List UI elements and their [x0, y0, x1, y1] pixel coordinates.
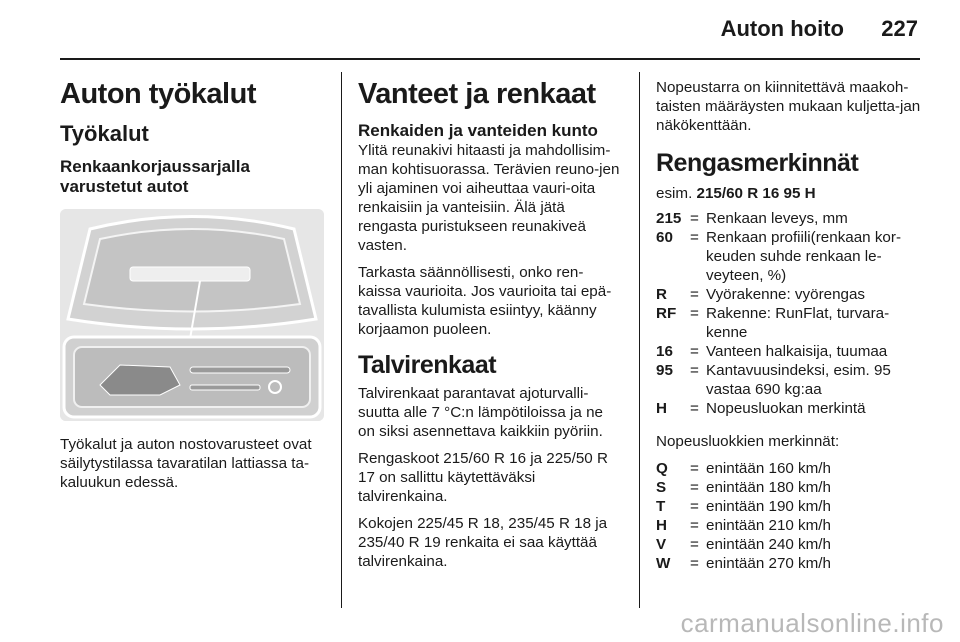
definition-key: R: [656, 286, 667, 303]
definition-row: [656, 342, 922, 361]
definition-key: 60: [656, 229, 673, 246]
definition-value: Vyörakenne: vyörengas: [706, 286, 866, 303]
definition-row: [656, 228, 922, 285]
column-1: [60, 72, 326, 492]
speed-key: V: [656, 536, 667, 553]
definition-value: Vanteen halkaisija, tuumaa: [706, 343, 888, 360]
column-2: [358, 72, 624, 579]
watermark: carmanualsonline.info: [680, 608, 944, 638]
definition-equals: =: [690, 286, 699, 303]
definition-equals: =: [690, 343, 699, 360]
figure-caption: Työkalut ja auton nostovarusteet ovat säilytystilassa tavaratilan lattiassa ta-kaluukun edessä.: [60, 436, 312, 491]
speed-class-list: [656, 459, 922, 573]
paragraph-tarkasta: Tarkasta säännöllisesti, onko ren-kaissa vaurioita. Jos vaurioita tai epä-tavallista kulumista esiintyy, käänny korjaamon puoleen.: [358, 264, 612, 338]
speed-equals: =: [690, 517, 699, 534]
definition-value: Renkaan leveys, mm: [706, 210, 848, 227]
speed-equals: =: [690, 460, 699, 477]
speed-value: enintään 270 km/h: [706, 555, 831, 572]
definition-equals: =: [690, 362, 699, 379]
speed-row: [656, 516, 922, 535]
speed-equals: =: [690, 498, 699, 515]
definition-equals: =: [690, 229, 699, 246]
page-number: 227: [881, 16, 918, 41]
speed-row: [656, 497, 922, 516]
speed-equals: =: [690, 536, 699, 553]
speed-row: [656, 478, 922, 497]
definition-row: [656, 399, 922, 418]
paragraph-rengaskoot: Rengaskoot 215/60 R 16 ja 225/50 R 17 on sallittu käytettäväksi talvirenkaina.: [358, 450, 608, 505]
speed-classes-heading: Nopeusluokkien merkinnät:: [656, 433, 840, 450]
definition-row: [656, 209, 922, 228]
heading-auton-tyokalut: Auton työkalut: [60, 78, 256, 110]
definition-key: 16: [656, 343, 673, 360]
definition-row: [656, 361, 922, 399]
example-line: [656, 184, 922, 203]
column-divider-1: [341, 72, 342, 608]
speed-key: Q: [656, 460, 668, 477]
speed-equals: =: [690, 479, 699, 496]
definition-key: RF: [656, 305, 677, 322]
definition-key: 215: [656, 210, 682, 227]
speed-key: S: [656, 479, 667, 496]
column-divider-2: [639, 72, 640, 608]
heading-renkaiden-kunto: Renkaiden ja vanteiden kunto: [358, 121, 598, 140]
speed-value: enintään 180 km/h: [706, 479, 831, 496]
header-section-title: Auton hoito: [720, 16, 844, 41]
paragraph-reunakivi: Ylitä reunakivi hitaasti ja mahdollisim-man kohtisuorassa. Terävien reuno-jen yli ajaminen voi aiheuttaa vauri-oita renkaisiin ja vanteisiin. Älä jätä rengasta puristukseen reunakiveä vasten.: [358, 142, 620, 254]
heading-renkaankorjaussarja: Renkaankorjaussarjalla varustetut autot: [60, 157, 250, 196]
speed-value: enintään 210 km/h: [706, 517, 831, 534]
definition-value: Rakenne: RunFlat, turvara-kenne: [706, 305, 890, 341]
definition-value: Renkaan profiili(renkaan kor-keuden suhde renkaan le-veyteen, %): [706, 229, 901, 284]
definition-value: Kantavuusindeksi, esim. 95 vastaa 690 kg:aa: [706, 362, 891, 398]
heading-talvirenkaat: Talvirenkaat: [358, 351, 497, 379]
definition-equals: =: [690, 400, 699, 417]
speed-value: enintään 160 km/h: [706, 460, 831, 477]
definition-key: H: [656, 400, 667, 417]
speed-row: [656, 459, 922, 478]
tire-marking-definitions: [656, 209, 922, 418]
heading-vanteet-ja-renkaat: Vanteet ja renkaat: [358, 78, 596, 110]
speed-equals: =: [690, 555, 699, 572]
example-code: 215/60 R 16 95 H: [696, 185, 816, 202]
speed-key: H: [656, 517, 667, 534]
paragraph-kokojen: Kokojen 225/45 R 18, 235/45 R 18 ja 235/40 R 19 renkaita ei saa käyttää talvirenkaina.: [358, 515, 608, 570]
trunk-illustration-svg: [60, 209, 324, 421]
definition-equals: =: [690, 210, 699, 227]
column-3: [656, 72, 922, 583]
speed-row: [656, 554, 922, 573]
definition-value: Nopeusluokan merkintä: [706, 400, 866, 417]
speed-row: [656, 535, 922, 554]
definition-row: [656, 285, 922, 304]
paragraph-nopeustarra: Nopeustarra on kiinnitettävä maakoh-taisten määräysten mukaan kuljetta-jan näkökenttään.: [656, 79, 921, 134]
speed-value: enintään 240 km/h: [706, 536, 831, 553]
trunk-tools-illustration: [60, 209, 324, 421]
speed-key: W: [656, 555, 671, 572]
definition-equals: =: [690, 305, 699, 322]
speed-key: T: [656, 498, 666, 515]
paragraph-talvirenkaat: Talvirenkaat parantavat ajoturvalli-suutta alle 7 °C:n lämpötiloissa ja ne on siksi asennettava kaikkiin pyöriin.: [358, 385, 603, 440]
definition-row: [656, 304, 922, 342]
heading-tyokalut: Työkalut: [60, 121, 149, 146]
heading-rengasmerkinnat: Rengasmerkinnät: [656, 149, 859, 177]
speed-value: enintään 190 km/h: [706, 498, 831, 515]
definition-key: 95: [656, 362, 673, 379]
example-prefix: esim.: [656, 185, 693, 202]
header-divider: [60, 58, 920, 60]
